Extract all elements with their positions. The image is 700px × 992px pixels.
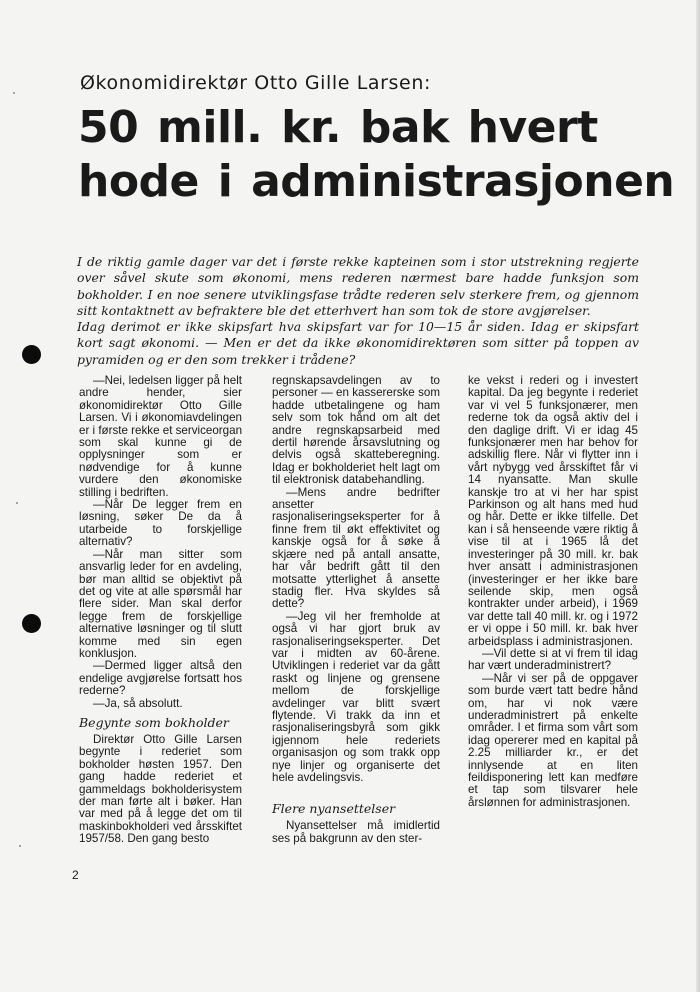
subheading: Flere nyansettelser xyxy=(272,801,396,817)
body-paragraph: —Ja, så absolutt. xyxy=(93,696,183,710)
lead-paragraph xyxy=(77,254,639,368)
body-paragraph: Direktør Otto Gille Larsen begynte i rederiet som bokholder høsten 1957. Den gang hadde rederiet et gammeldags bokholderisystem der man førte alt i bøker. Han var med på å legge det om til maskinbokholderi ved årsskiftet 1957/58. Den gang besto xyxy=(79,732,242,846)
subheading: Begynte som bokholder xyxy=(79,714,229,730)
lead-text-2: Idag derimot er ikke skipsfart hva skipsfart var for 10—15 år siden. Idag er skipsfart kort sagt økonomi. — Men er det da ikke økonomidirektøren som sitter på toppen av pyramiden og er den som trekker i trådene? xyxy=(77,319,639,367)
headline xyxy=(78,101,675,209)
scan-speck xyxy=(13,92,15,94)
lead-text-1: I de riktig gamle dager var det i første rekke kapteinen som i stor utstrekning regjerte over såvel skute som økonomi, mens rederen nærmest bare hadde funksjon som bokholder. I en noe senere utviklingsfase trådte rederen selv sterkere frem, og gjennom sitt kontaktnett av befraktere ble det etterhvert han som tok de store avgjørelser. xyxy=(77,254,639,318)
scan-speck xyxy=(16,502,18,504)
column-3 xyxy=(468,375,638,809)
body-paragraph: —Mens andre bedrifter ansetter rasjonaliseringseksperter for å finne frem til økt effektivitet og kanskje også for å søke å skjære ned på antall ansatte, har vår bedrift gått til den motsatte ytterlighet å ansette stadig fler. Hva skyldes så dette? xyxy=(272,485,440,611)
page-number: 2 xyxy=(72,868,79,882)
binder-hole xyxy=(22,345,41,364)
column-1 xyxy=(79,375,242,846)
body-paragraph: —Når man sitter som ansvarlig leder for en avdeling, bør man alltid se objektivt på det og vite at alle spørsmål har flere sider. Man skal derfor legge frem de forskjellige alternative løsninger og til slutt komme med sin egen konklusjon. xyxy=(79,547,242,660)
body-paragraph: ke vekst i rederi og i investert kapital. Da jeg begynte i rederiet var vi vel 5 funksjonærer, men rederne tok da også aktiv del i den daglige drift. Vi er idag 45 funksjonærer men har behov for adskillig flere. Når vi flytter inn i vårt nybygg ved årsskiftet får vi 14 nyansatte. Man skulle kanskje tro at vi her har spist Parkinson og alt hans med hud og hår. Dette er ikke tilfelle. Det kan i så henseende være riktig å vise til at i 1965 lå det investeringer på 30 mill. kr. bak hver ansatt i administrasjonen (investeringer er her ikke bare seilende skip, men også kontrakter under arbeid), i 1969 var dette tall 40 mill. kr. og i 1972 er vi oppe i 50 mill. kr. bak hver arbeidsplass i administrasjonen. xyxy=(468,374,638,648)
body-paragraph: regnskapsavdelingen av to personer — en kassererske som hadde utbetalingene og ham selv som tok hånd om alt det andre regnskapsarbeid med dertil hørende årsavslutning og delvis også skatteberegning. Idag er bokholderiet helt lagt om til elektronisk databehandling. xyxy=(272,374,440,487)
body-paragraph: —Når vi ser på de oppgaver som burde vært tatt bedre hånd om, har vi nok være underadministrert på enkelte områder. I et firma som vårt som idag opererer med en kapital på 2.25 milliarder kr., er det innlysende at en liten feildisponering lett kan medføre et tap som tilsvarer hele årslønnen for administrasjonen. xyxy=(468,671,638,809)
body-paragraph: Nyansettelser må imidlertid ses på bakgrunn av den ster- xyxy=(272,819,440,845)
body-paragraph: —Vil dette si at vi frem til idag har vært underadministrert? xyxy=(468,646,638,673)
binder-hole xyxy=(22,614,41,633)
column-2 xyxy=(272,375,440,845)
body-paragraph: —Jeg vil her fremholde at også vi har gjort bruk av rasjonaliseringseksperter. Det var i midten av 60-årene. Utviklingen i rederiet var da gått raskt og linjene og grensene mellom de forskjellige avdelinger var blitt svært flytende. Vi trakk da inn et rasjonaliseringsbyrå som gikk igjennom hele rederiets organisasjon og som trakk opp nye linjer og organiserte det hele avdelingsvis. xyxy=(272,609,440,784)
body-paragraph: —Når De legger frem en løsning, søker De da å utarbeide to forskjellige alternativ? xyxy=(79,498,242,549)
headline-line-2: hode i administrasjonen xyxy=(78,156,675,207)
kicker: Økonomidirektør Otto Gille Larsen: xyxy=(80,72,431,94)
body-paragraph: —Nei, ledelsen ligger på helt andre hender, sier økonomidirektør Otto Gille Larsen. Vi i økonomiavdelingen er i første rekke et serviceorgan som skal kunne gi de opplysninger som er nødvendige for å kunne vurdere den økonomiske stilling i bedriften. xyxy=(79,374,243,499)
headline-line-1: 50 mill. kr. bak hvert xyxy=(78,102,598,153)
body-paragraph: —Dermed ligger altså den endelige avgjørelse fortsatt hos rederne? xyxy=(79,659,242,698)
scan-speck xyxy=(19,845,21,847)
scan-edge xyxy=(696,0,700,992)
